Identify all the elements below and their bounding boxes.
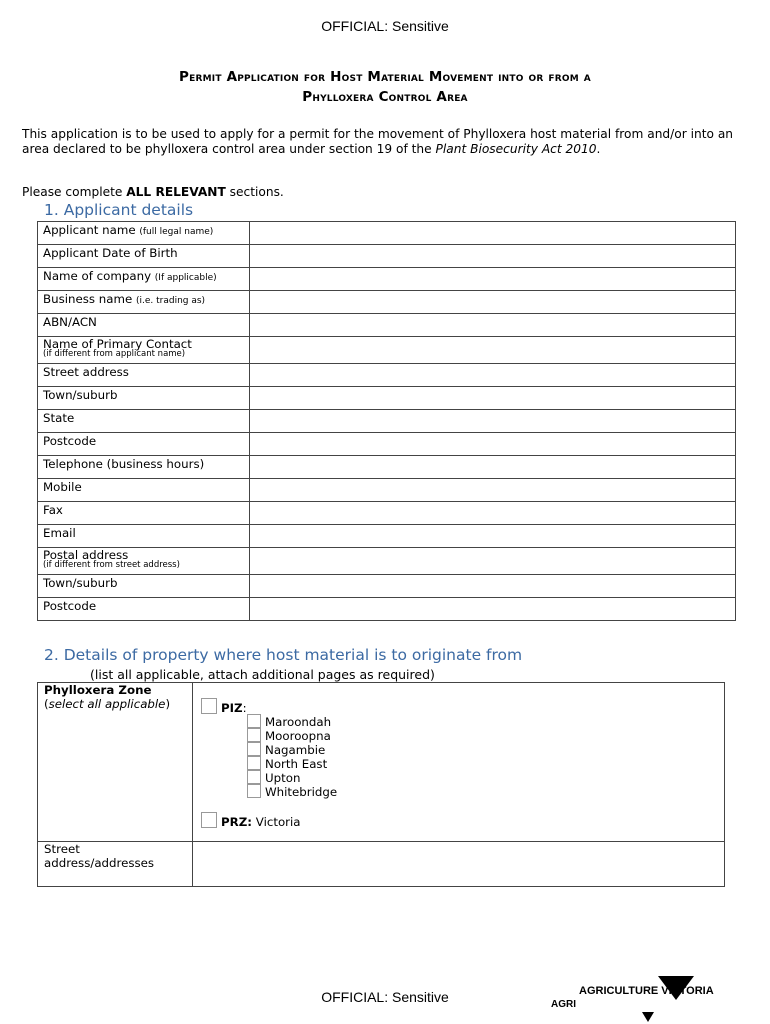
row-label: Name of company (If applicable)	[38, 268, 250, 291]
row-label: Mobile	[38, 479, 250, 502]
row-label: Business name (i.e. trading as)	[38, 291, 250, 314]
street-address-label: Street address/addresses	[38, 842, 193, 887]
email-field[interactable]	[250, 525, 736, 548]
mooroopna-checkbox[interactable]	[247, 728, 261, 742]
header-classification: OFFICIAL: Sensitive	[321, 18, 449, 34]
section-2-note: (list all applicable, attach additional pages as required)	[90, 667, 435, 682]
postcode-field[interactable]	[250, 433, 736, 456]
row-label: Email	[38, 525, 250, 548]
row-label: Applicant Date of Birth	[38, 245, 250, 268]
list-item: Nagambie	[247, 742, 724, 756]
table-row	[38, 575, 736, 598]
complete-pre: Please complete	[22, 185, 127, 199]
company-name-field[interactable]	[250, 268, 736, 291]
table-row	[38, 337, 736, 364]
row-label: Street address	[38, 364, 250, 387]
row-label: Applicant name (full legal name)	[38, 222, 250, 245]
table-row	[38, 842, 725, 887]
logo-name: AGRICULTURE VICTORIA	[579, 985, 714, 997]
complete-post: sections.	[225, 185, 284, 199]
town-suburb-field[interactable]	[250, 387, 736, 410]
table-row	[38, 268, 736, 291]
piz-checkbox[interactable]	[201, 698, 217, 714]
section-2-heading: 2. Details of property where host material is to originate from	[44, 646, 523, 664]
title-line-1: Permit Application for Host Material Movement into or from a	[179, 69, 591, 85]
list-item: Mooroopna	[247, 728, 724, 742]
north-east-checkbox[interactable]	[247, 756, 261, 770]
row-label: Telephone (business hours)	[38, 456, 250, 479]
prz-label: PRZ:	[221, 815, 253, 829]
row-label: Postal address (if different from street address)	[38, 548, 250, 575]
intro-end: .	[596, 142, 601, 156]
table-row	[38, 364, 736, 387]
zone-label-cell	[38, 683, 193, 842]
intro-text: This application is to be used to apply for a permit for the movement of Phylloxera host material from and/or into an area declared to be phylloxera control area under section 19 of the	[22, 127, 734, 156]
piz-row: PIZ:	[201, 698, 724, 714]
postal-town-suburb-field[interactable]	[250, 575, 736, 598]
table-row	[38, 502, 736, 525]
row-label: Town/suburb	[38, 575, 250, 598]
prz-checkbox[interactable]	[201, 812, 217, 828]
complete-instruction	[22, 185, 284, 199]
page-title	[40, 67, 730, 107]
list-item: Upton	[247, 770, 724, 784]
row-label: Town/suburb	[38, 387, 250, 410]
date-of-birth-field[interactable]	[250, 245, 736, 268]
zone-label: Phylloxera Zone	[44, 683, 152, 697]
table-row	[38, 387, 736, 410]
zone-sub-label: (select all applicable)	[44, 697, 171, 711]
list-item: Whitebridge	[247, 784, 724, 798]
piz-options	[201, 714, 724, 798]
intro-paragraph	[22, 127, 742, 157]
table-row	[38, 598, 736, 621]
table-row	[38, 479, 736, 502]
fax-field[interactable]	[250, 502, 736, 525]
prz-value: Victoria	[255, 815, 301, 829]
property-details-table	[37, 682, 725, 887]
upton-checkbox[interactable]	[247, 770, 261, 784]
list-item: North East	[247, 756, 724, 770]
row-label: Fax	[38, 502, 250, 525]
table-row	[38, 291, 736, 314]
prz-row	[201, 812, 724, 829]
row-label: Postcode	[38, 433, 250, 456]
table-row	[38, 222, 736, 245]
footer-classification: OFFICIAL: Sensitive	[321, 989, 449, 1005]
row-label: Name of Primary Contact (if different from applicant name)	[38, 337, 250, 364]
state-field[interactable]	[250, 410, 736, 433]
row-label: State	[38, 410, 250, 433]
business-name-field[interactable]	[250, 291, 736, 314]
zone-options-cell	[193, 683, 725, 842]
victoria-triangle-icon	[548, 974, 748, 1024]
mobile-field[interactable]	[250, 479, 736, 502]
maroondah-checkbox[interactable]	[247, 714, 261, 728]
primary-contact-field[interactable]	[250, 337, 736, 364]
logo-agri: AGRI	[551, 999, 576, 1010]
nagambie-checkbox[interactable]	[247, 742, 261, 756]
table-row	[38, 683, 725, 842]
complete-bold: ALL RELEVANT	[126, 185, 226, 199]
applicant-name-field[interactable]	[250, 222, 736, 245]
act-name: Plant Biosecurity Act 2010	[435, 142, 597, 156]
street-addresses-field[interactable]	[193, 842, 725, 887]
table-row	[38, 433, 736, 456]
table-row	[38, 456, 736, 479]
abn-acn-field[interactable]	[250, 314, 736, 337]
table-row	[38, 548, 736, 575]
row-label: ABN/ACN	[38, 314, 250, 337]
agriculture-victoria-logo	[548, 974, 748, 1024]
title-line-2: Phylloxera Control Area	[302, 89, 468, 105]
table-row	[38, 410, 736, 433]
whitebridge-checkbox[interactable]	[247, 784, 261, 798]
row-label: Postcode	[38, 598, 250, 621]
piz-label: PIZ	[221, 701, 243, 715]
table-row	[38, 314, 736, 337]
postal-postcode-field[interactable]	[250, 598, 736, 621]
list-item: Maroondah	[247, 714, 724, 728]
table-row	[38, 525, 736, 548]
table-row	[38, 245, 736, 268]
street-address-field[interactable]	[250, 364, 736, 387]
postal-address-field[interactable]	[250, 548, 736, 575]
section-1-heading: 1. Applicant details	[44, 201, 194, 219]
telephone-field[interactable]	[250, 456, 736, 479]
applicant-details-table	[37, 221, 736, 621]
